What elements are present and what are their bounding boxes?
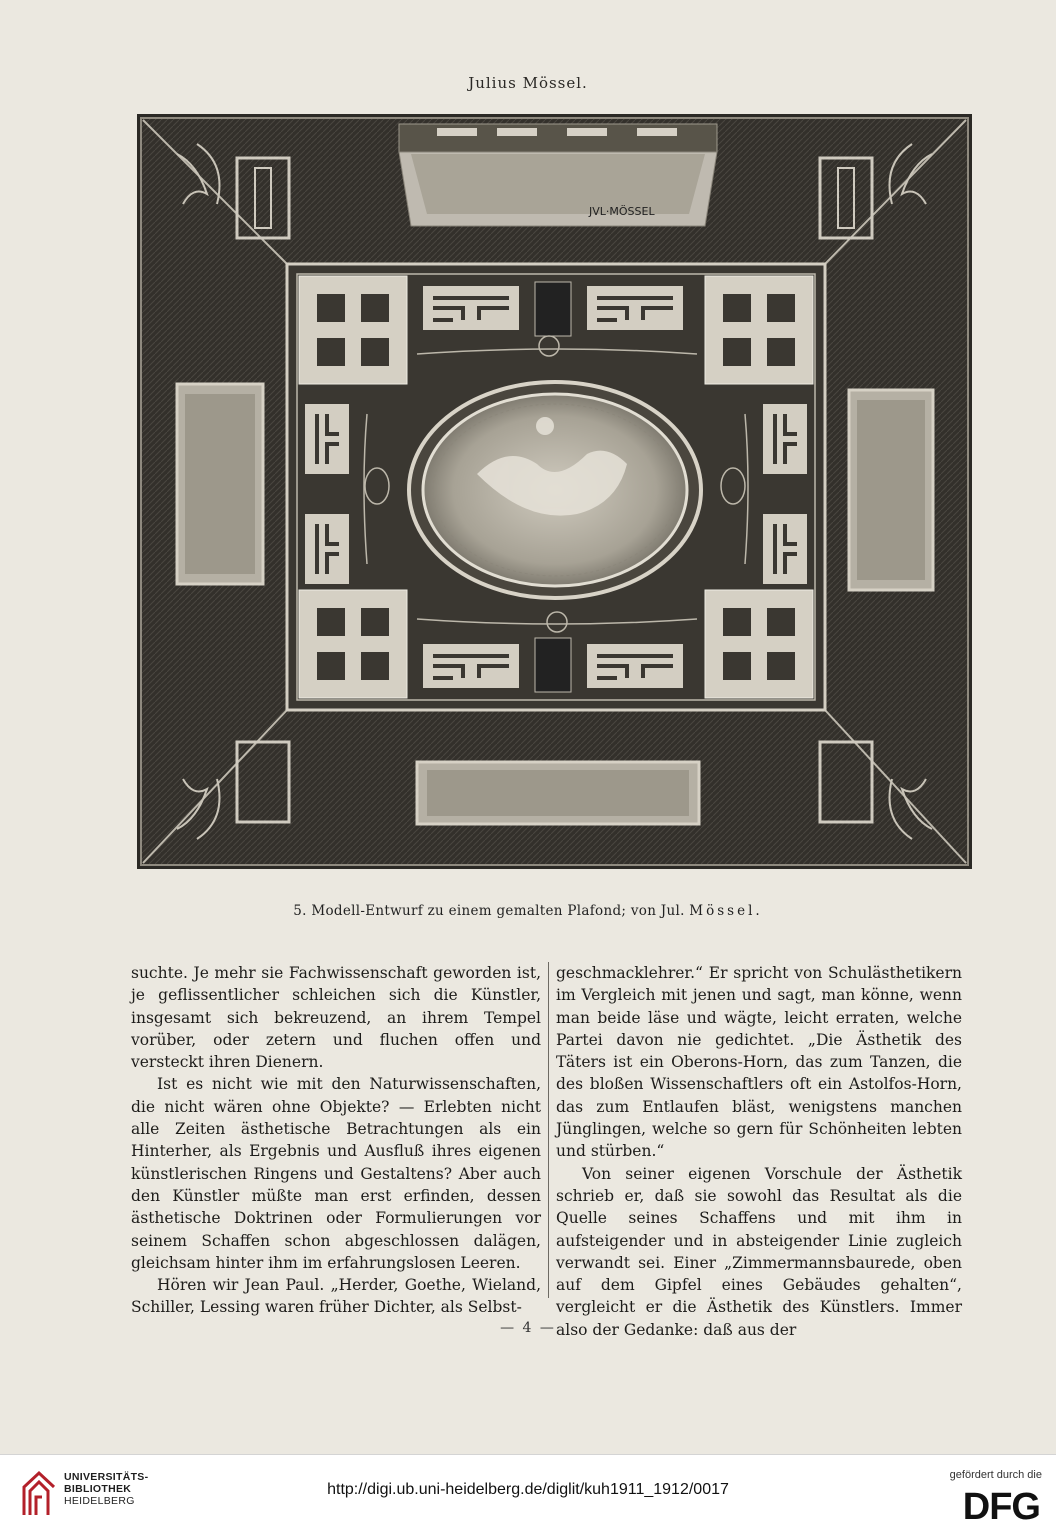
permalink-url[interactable]: http://digi.ub.uni-heidelberg.de/diglit/kuh1911_1912/0017 — [327, 1481, 729, 1498]
paragraph: geschmacklehrer.“ Er spricht von Schulästhetikern im Vergleich mit jenen und sagt, man könne, wenn man beide läse und wägte, leicht erraten, welche Partei davon nie gedichtet. „Die Ästhetik des Täters ist ein Oberons-Horn, das zum Tanzen, die des bloßen Wissenschaftlers oft ein Astolfos-Horn, das zum Entlaufen bläst, wenigstens manchen Jünglingen, welche so gern für Schönheiten lebten und stürben.“ — [556, 964, 962, 1161]
ceiling-illustration — [137, 114, 972, 869]
caption-text: Modell-Entwurf zu einem gemalten Plafond; von Jul. — [311, 903, 685, 919]
paragraph: Hören wir Jean Paul. „Herder, Goethe, Wieland, Schiller, Lessing waren früher Dichter, als Selbst- — [131, 1276, 541, 1317]
ceiling-design-plate — [137, 114, 972, 869]
caption-name: Mössel. — [689, 903, 763, 919]
dfg-logo[interactable]: DFG — [962, 1486, 1040, 1528]
page-number: — 4 — — [500, 1320, 556, 1336]
paragraph: Von seiner eigenen Vorschule der Ästhetik schrieb er, daß sie sowohl das Resultat als die Quelle seines Schaffens und mit ihm in aufsteigender und in absteigender Linie zugleich verwandt sei. Einer „Zimmermannsbaurede, oben auf dem Gipfel eines Gebäudes gehalten“, vergleicht er die Ästhetik des Künstlers. Immer also der Gedanke: daß aus der — [556, 1164, 962, 1339]
paragraph: Ist es nicht wie mit den Naturwissenschaften, die nicht wären ohne Objekte? — Erlebten nicht alle Zeiten ästhetische Betrachtungen als ein Hinterher, als Ergebnis und Ausfluß ihres eigenen künstlerischen Ringens und Gestaltens? Aber auch den Künstler müßte man erst erfinden, dessen ästhetische Doktrinen oder Formulierungen vor seinem Schaffen schon abgeschlossen dalägen, gleichsam hinter ihm im erfahrungslosen Leeren. — [131, 1075, 541, 1272]
library-line: HEIDELBERG — [64, 1495, 135, 1507]
plate-signature: JVL·MÖSSEL — [589, 205, 655, 218]
caption-number: 5. — [293, 903, 307, 919]
library-line: UNIVERSITÄTS- — [64, 1471, 149, 1483]
funding-caption: gefördert durch die — [949, 1469, 1042, 1481]
text-column-left — [131, 962, 541, 1319]
running-title: Julius Mössel. — [468, 74, 588, 92]
figure-caption — [0, 903, 1056, 919]
library-line: BIBLIOTHEK — [64, 1483, 132, 1495]
paragraph: suchte. Je mehr sie Fachwissenschaft geworden ist, je geflissentlicher schleichen sich die Künstler, insgesamt sich bekreuzend, an ihrem Tempel vorüber, oder zetern und fluchen offen und versteckt ihren Dienern. — [131, 964, 541, 1072]
column-divider — [548, 962, 549, 1298]
viewer-footer — [0, 1454, 1056, 1534]
text-column-right — [556, 962, 962, 1341]
